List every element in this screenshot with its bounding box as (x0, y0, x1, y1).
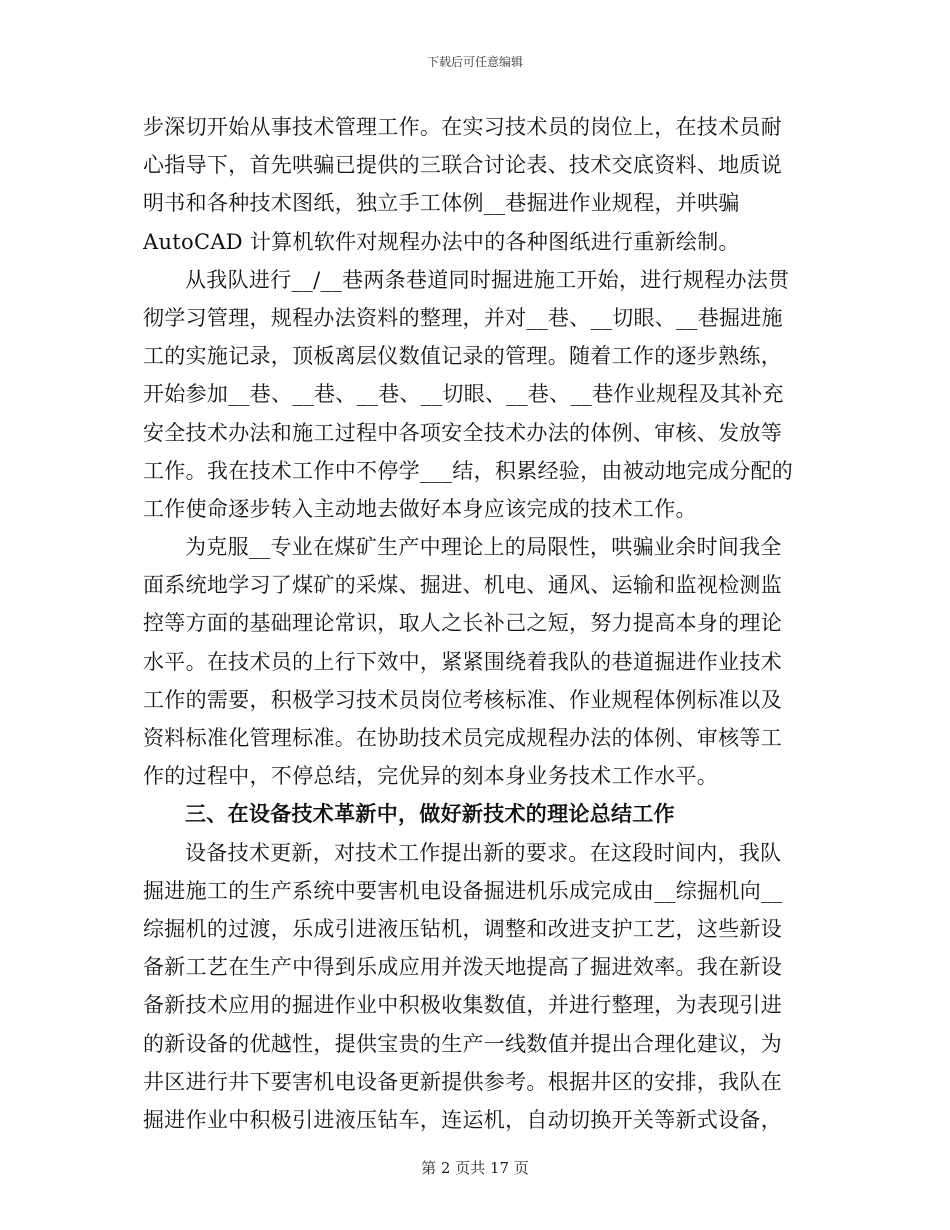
page-header: 下载后可任意编辑 (426, 55, 523, 69)
text-line: 掘进施工的生产系统中要害机电设备掘进机乐成完成由__综掘机向__ (143, 878, 783, 903)
text-line: AutoCAD 计算机软件对规程办法中的各种图纸进行重新绘制。 (143, 229, 740, 254)
text-line: 彻学习管理，规程办法资料的整理，并对__巷、__切眼、__巷掘进施 (143, 305, 783, 330)
text-line: 的新设备的优越性，提供宝贵的生产一线数值并提出合理化建议，为 (143, 1031, 782, 1056)
text-line: 心指导下，首先哄骗已提供的三联合讨论表、技术交底资料、地质说 (143, 153, 782, 178)
text-line: 备新工艺在生产中得到乐成应用并泼天地提高了掘进效率。我在新设 (143, 955, 782, 980)
text-line: 安全技术办法和施工过程中各项安全技术办法的体例、审核、发放等 (143, 420, 782, 445)
text-line: 控等方面的基础理论常识，取人之长补己之短，努力提高本身的理论 (143, 611, 782, 636)
paragraph-start-line: 为克服__专业在煤矿生产中理论上的局限性，哄骗业余时间我全 (185, 535, 782, 560)
text-line: 综掘机的过渡，乐成引进液压钻机，调整和改进支护工艺，这些新设 (143, 916, 782, 941)
text-line: 掘进作业中积极引进液压钻车，连运机，自动切换开关等新式设备， (143, 1107, 782, 1132)
text-line: 工作。我在技术工作中不停学___结，积累经验，由被动地完成分配的 (143, 458, 794, 483)
text-line: 工作的需要，积极学习技术员岗位考核标准、作业规程体例标准以及 (143, 687, 782, 712)
text-line: 明书和各种技术图纸，独立手工体例__巷掘进作业规程，并哄骗 (143, 191, 740, 216)
text-line: 步深切开始从事技术管理工作。在实习技术员的岗位上，在技术员耐 (143, 115, 782, 139)
text-line: 井区进行井下要害机电设备更新提供参考。根据井区的安排，我队在 (143, 1069, 782, 1094)
page-number-footer: 第 2 页共 17 页 (421, 1159, 529, 1177)
text-line: 开始参加__巷、__巷、__巷、__切眼、__巷、__巷作业规程及其补充 (143, 382, 784, 407)
paragraph-start-line: 设备技术更新，对技术工作提出新的要求。在这段时间内，我队 (185, 840, 782, 865)
text-line: 备新技术应用的掘进作业中积极收集数值，并进行整理，为表现引进 (143, 993, 782, 1018)
text-line: 面系统地学习了煤矿的采煤、掘进、机电、通风、运输和监视检测监 (143, 573, 782, 598)
section-heading: 三、在设备技术革新中，做好新技术的理论总结工作 (185, 802, 675, 827)
document-body (143, 108, 808, 1139)
text-line: 资料标准化管理标准。在协助技术员完成规程办法的体例、审核等工 (143, 726, 782, 750)
text-line: 工的实施记录，顶板离层仪数值记录的管理。随着工作的逐步熟练， (143, 344, 782, 369)
text-line: 工作使命逐步转入主动地去做好本身应该完成的技术工作。 (143, 496, 697, 521)
text-line: 水平。在技术员的上行下效中，紧紧围绕着我队的巷道掘进作业技术 (143, 649, 782, 674)
paragraph-start-line: 从我队进行__/__巷两条巷道同时掘进施工开始，进行规程办法贯 (185, 267, 790, 292)
text-line: 作的过程中，不停总结，完优异的刻本身业务技术工作水平。 (143, 764, 719, 789)
